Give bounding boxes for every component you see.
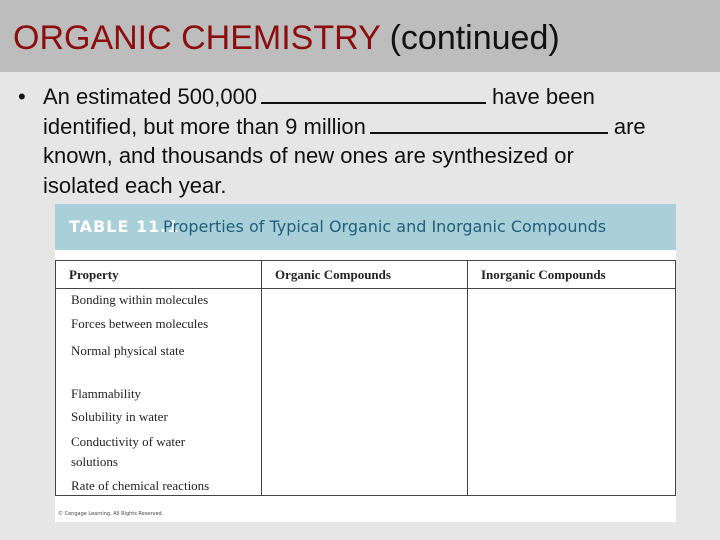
row-label: Solubility in water <box>71 409 168 424</box>
slide-title <box>13 18 560 58</box>
blank-line-1 <box>261 84 486 104</box>
column-divider <box>467 261 468 495</box>
slide-title-sub: (continued) <box>389 19 560 57</box>
column-divider <box>261 261 262 495</box>
table-number: TABLE 11.1 <box>69 217 180 236</box>
bullet-line1-after: have been <box>492 84 595 109</box>
table-caption: Properties of Typical Organic and Inorganic Compounds <box>163 217 607 236</box>
row-label: Normal physical state <box>71 343 185 358</box>
table-header <box>55 204 676 250</box>
properties-table <box>55 260 676 496</box>
slide-title-main: ORGANIC CHEMISTRY <box>13 19 381 57</box>
column-header-property: Property <box>56 261 262 289</box>
bullet-dot: • <box>18 84 26 109</box>
bullet-text <box>43 82 708 200</box>
blank-line-2 <box>370 114 608 134</box>
bullet-point <box>18 82 708 200</box>
column-header-organic: Organic Compounds <box>262 261 468 289</box>
bullet-line2-before: identified, but more than 9 million <box>43 113 366 139</box>
bullet-line2-after: are <box>613 113 646 139</box>
row-label: Flammability <box>71 386 142 401</box>
bullet-line1-before: An estimated 500,000 <box>43 84 258 109</box>
copyright-note: © Cengage Learning. All Rights Reserved. <box>58 511 164 517</box>
bullet-line4: isolated each year. <box>43 172 227 198</box>
row-label: solutions <box>71 454 118 469</box>
row-label: Rate of chemical reactions <box>71 478 210 493</box>
row-label: Forces between molecules <box>71 316 209 331</box>
table-figure <box>55 204 676 522</box>
row-label: Bonding within molecules <box>71 292 209 307</box>
title-bar <box>0 0 720 72</box>
column-header-inorganic: Inorganic Compounds <box>468 261 675 289</box>
bullet-line3: known, and thousands of new ones are synthesized or <box>43 143 574 168</box>
row-label: Conductivity of water <box>71 434 186 449</box>
